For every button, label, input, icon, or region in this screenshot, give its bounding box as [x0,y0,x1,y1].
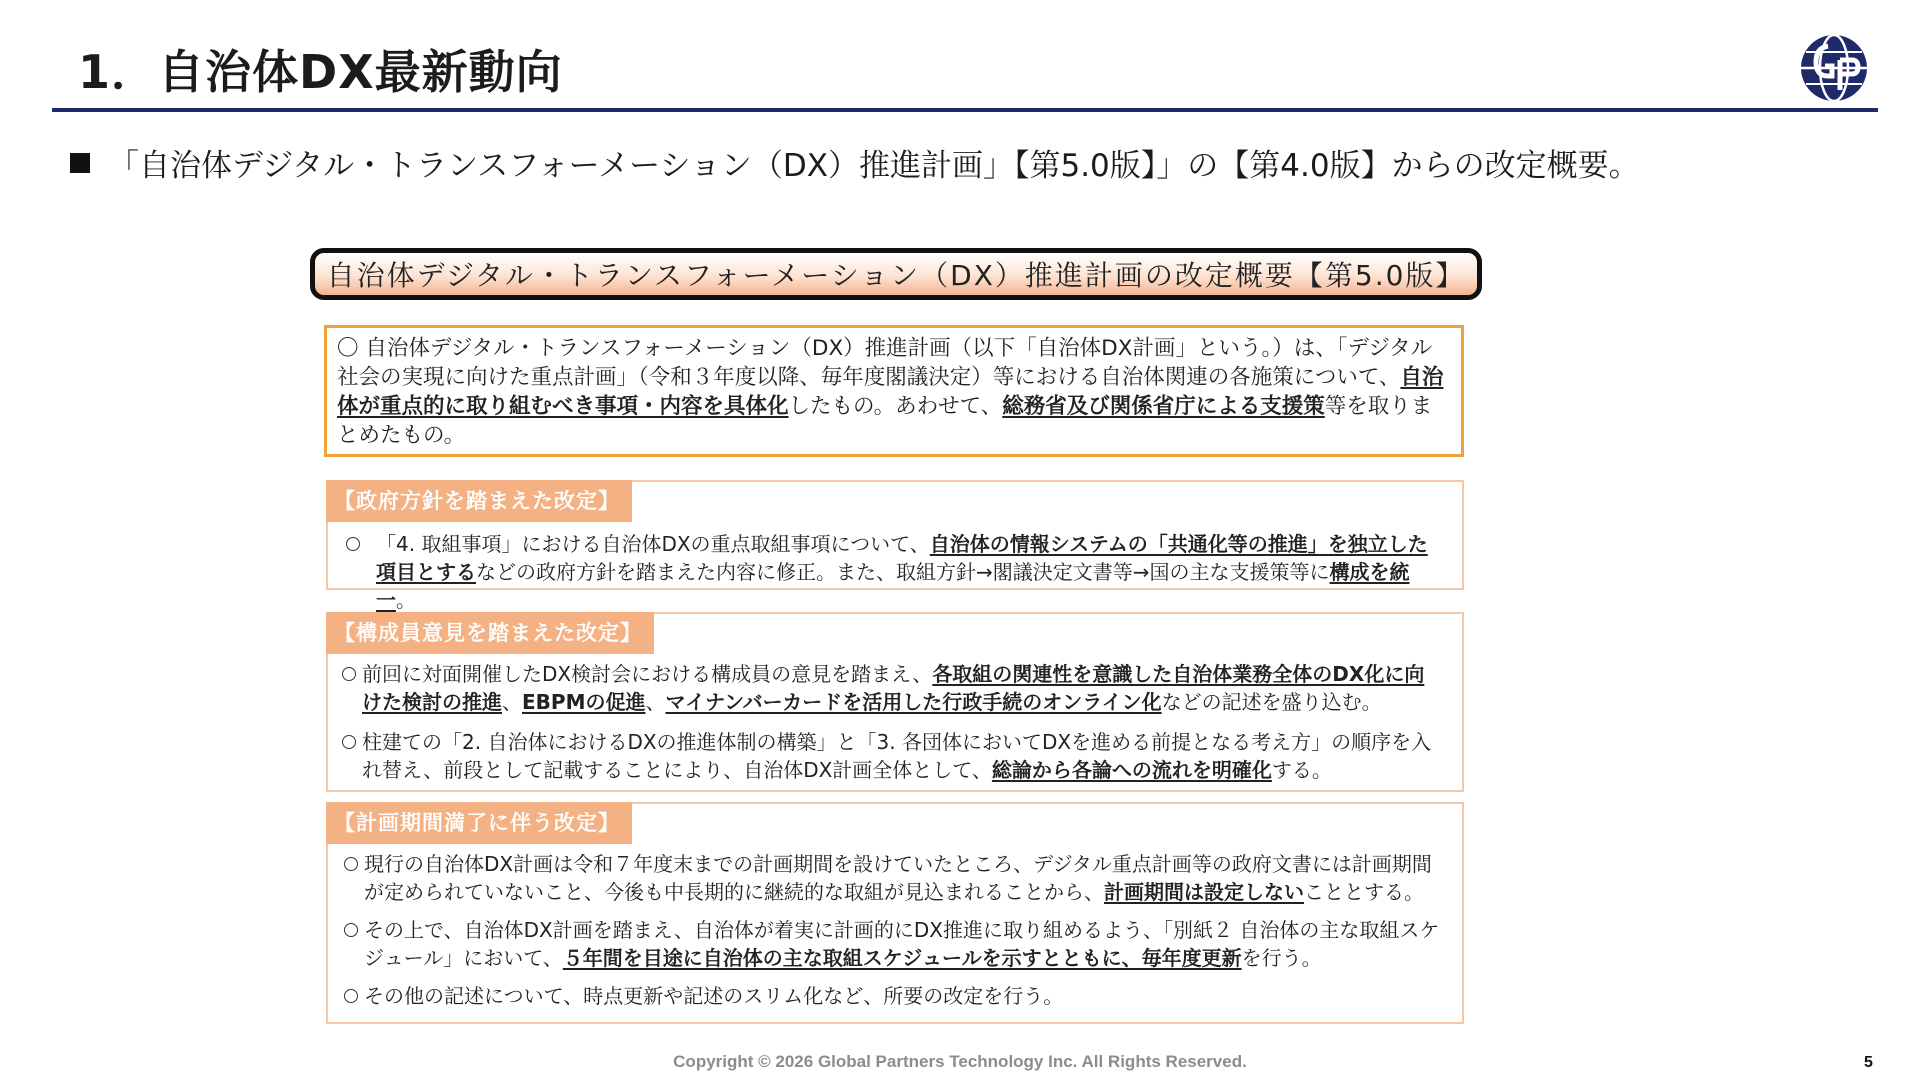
page-title: 1．自治体DX最新動向 [78,45,563,99]
circle-icon [342,735,356,749]
company-logo-icon [1798,32,1870,104]
item-text: を行う。 [1241,946,1322,970]
item-emphasis: 各取組の関連性を意識した自治体業務全体のDX化に向けた検討の推進 [362,662,1425,714]
summary-text-3: 等を取りまとめたもの。 [337,394,1433,448]
plan-summary-box [324,325,1464,457]
item-text: 柱建ての「2. 自治体におけるDXの推進体制の構築」と「3. 各団体においてDXを進める前提となる考え方」の順序を入れ替え、前段として記載することにより、自治体DX計画全体として、 [362,730,1432,782]
summary-text-2: したもの。あわせて、 [788,394,1003,419]
item-text: こととする。 [1304,880,1424,904]
item-emphasis: マイナンバーカードを活用した行政手続のオンライン化 [665,690,1162,714]
summary-text-1: 〇 自治体デジタル・トランスフォーメーション（DX）推進計画（以下「自治体DX計画」という。）は、「デジタル社会の実現に向けた重点計画」（令和３年度以降、毎年度閣議決定）等における自治体関連の各施策について、 [337,336,1433,390]
item-emphasis: 構成を統一 [376,560,1410,612]
circle-icon [344,857,358,871]
item-text: などの記述を盛り込む。 [1161,690,1382,714]
title-underline [52,108,1878,112]
item-emphasis: ５年間を目途に自治体の主な取組スケジュールを示すとともに、毎年度更新 [562,946,1242,970]
summary-emphasis-2: 総務省及び関係省庁による支援策 [1002,394,1325,419]
copyright-notice: Copyright © 2026 Global Partners Technology Inc. All Rights Reserved. [673,1052,1247,1071]
circle-icon [344,989,358,1003]
subtitle [70,140,1640,185]
section-plan-period-expiry [326,802,1464,1024]
item-text: 現行の自治体DX計画は令和７年度末までの計画期間を設けていたところ、デジタル重点計画等の政府文書には計画期間が定められていないこと、今後も中長期的に継続的な取組が見込まれることから、 [364,852,1432,904]
list-item [364,916,1442,972]
list-item [362,660,1442,716]
list-item [362,728,1442,784]
section-label: 【計画期間満了に伴う改定】 [326,802,632,844]
section-label: 【構成員意見を踏まえた改定】 [326,612,654,654]
list-item [376,530,1442,614]
item-text: その上で、自治体DX計画を踏まえ、自治体が着実に計画的にDX推進に取り組めるよう、「別紙２ 自治体の主な取組スケジュール」において、 [364,918,1440,970]
item-emphasis: 自治体の情報システムの「共通化等の推進」を独立した項目とする [376,532,1428,584]
item-text: その他の記述について、時点更新や記述のスリム化など、所要の改定を行う。 [364,984,1064,1008]
item-text: 、 [502,690,522,714]
page-number: 5 [1864,1054,1873,1071]
circle-icon [342,667,356,681]
black-square-icon [70,153,90,173]
item-emphasis: 計画期間は設定しない [1104,880,1304,904]
circle-icon [346,537,360,551]
section-label: 【政府方針を踏まえた改定】 [326,480,632,522]
list-item [364,850,1442,906]
item-text: などの政府方針を踏まえた内容に修正。また、取組方針→閣議決定文書等→国の主な支援策等に [476,560,1330,584]
item-text: 「4. 取組事項」における自治体DXの重点取組事項について、 [376,532,930,556]
item-text: する。 [1271,758,1332,782]
section-government-policy [326,480,1464,612]
item-text: 、 [645,690,666,714]
item-text: 。 [396,588,416,612]
summary-emphasis-1: 自治体が重点的に取り組むべき事項・内容を具体化 [337,365,1444,419]
circle-icon [344,923,358,937]
item-emphasis: EBPMの促進 [522,690,646,714]
section-member-opinions [326,612,1464,792]
subtitle-text: 「自治体デジタル・トランスフォーメーション（DX）推進計画」【第5.0版】」の【第4.0版】からの改定概要。 [108,148,1640,184]
item-emphasis: 総論から各論への流れを明確化 [991,758,1272,782]
plan-revision-heading: 自治体デジタル・トランスフォーメーション（DX）推進計画の改定概要【第5.0版】 [310,248,1482,300]
item-text: 前回に対面開催したDX検討会における構成員の意見を踏まえ、 [362,662,933,686]
list-item [364,982,1442,1010]
